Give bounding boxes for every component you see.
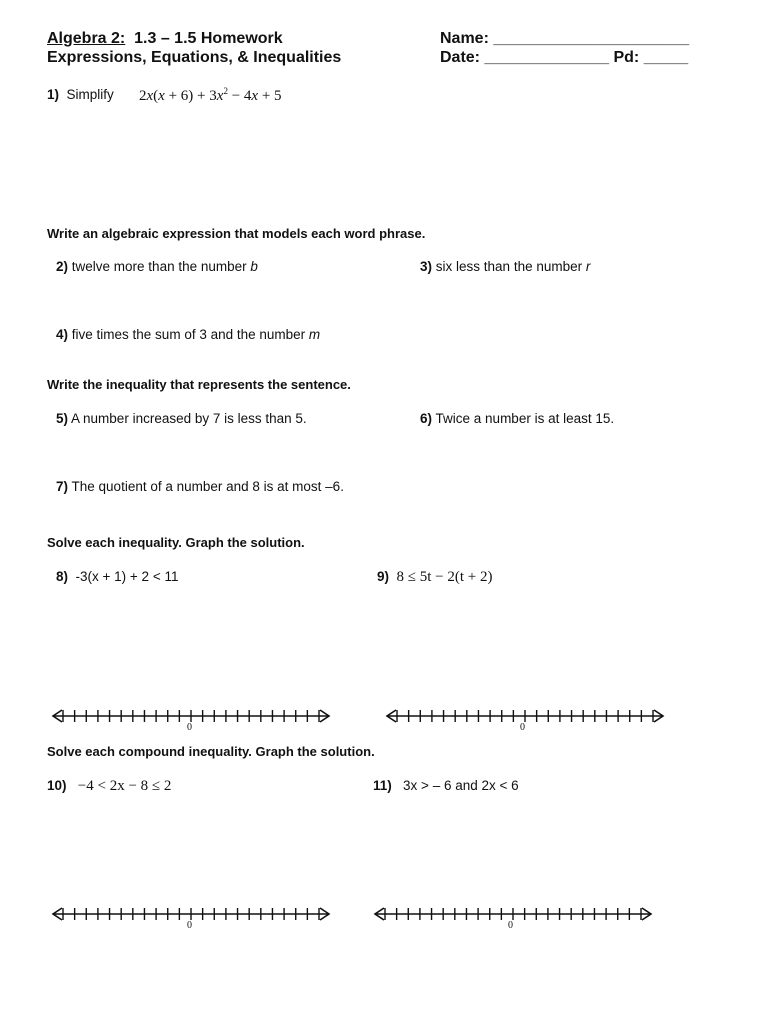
assignment-label: 1.3 – 1.5 Homework (134, 30, 283, 47)
question-10 (47, 778, 171, 795)
worksheet-subtitle: Expressions, Equations, & Inequalities (47, 49, 342, 66)
question-number: 4) (56, 327, 69, 342)
question-number: 8) (56, 569, 69, 584)
question-text: six less than the number (435, 259, 583, 274)
number-line-9-zero: 0 (520, 722, 525, 733)
question-number: 9) (377, 569, 390, 584)
name-field[interactable]: Name: ______________________ (440, 30, 690, 47)
question-text: The quotient of a number and 8 is at most –6. (71, 479, 344, 494)
question-text: A number increased by 7 is less than 5. (71, 411, 307, 426)
number-line-10-zero: 0 (187, 920, 192, 931)
question-text: five times the sum of 3 and the number (71, 327, 306, 342)
question-1 (47, 87, 114, 102)
section-heading-expressions: Write an algebraic expression that models each word phrase. (47, 226, 426, 241)
question-text: Simplify (66, 87, 114, 102)
question-number: 2) (56, 259, 69, 274)
number-line-8-zero: 0 (187, 722, 192, 733)
question-11 (373, 778, 519, 793)
section-heading-inequalities: Write the inequality that represents the sentence. (47, 377, 351, 392)
section-heading-compound: Solve each compound inequality. Graph the solution. (47, 744, 375, 759)
question-6 (420, 411, 614, 426)
q1-expression: $2x(x + 6) + 3x^2 - 4x + 5$ (139, 86, 282, 104)
variable: m (308, 327, 321, 342)
question-number: 3) (420, 259, 433, 274)
question-text: twelve more than the number (71, 259, 247, 274)
question-number: 1) (47, 87, 60, 102)
question-text: Twice a number is at least 15. (435, 411, 615, 426)
question-number: 6) (420, 411, 433, 426)
question-text: 3x > – 6 and 2x < 6 (403, 778, 519, 793)
question-4 (56, 327, 320, 342)
section-heading-solve: Solve each inequality. Graph the solution. (47, 535, 305, 550)
question-number: 11) (373, 778, 392, 793)
variable: r (585, 259, 591, 274)
number-line-11-zero: 0 (508, 920, 513, 931)
question-8 (56, 569, 178, 584)
number-line-9[interactable] (383, 706, 667, 726)
question-expression: −4 < 2x − 8 ≤ 2 (77, 778, 172, 794)
question-number: 7) (56, 479, 69, 494)
question-2 (56, 259, 258, 274)
course-label: Algebra 2: (47, 30, 126, 47)
course-title (47, 29, 283, 48)
question-5 (56, 411, 307, 426)
variable: b (250, 259, 258, 274)
question-number: 5) (56, 411, 69, 426)
question-7 (56, 479, 344, 494)
question-9 (377, 569, 493, 586)
question-number: 10) (47, 778, 67, 793)
number-line-11[interactable] (371, 904, 655, 924)
question-text: -3(x + 1) + 2 < 11 (75, 569, 179, 584)
question-3 (420, 259, 590, 274)
date-period-field[interactable]: Date: ______________ Pd: _____ (440, 49, 689, 66)
question-expression: 8 ≤ 5t − 2(t + 2) (396, 569, 493, 585)
